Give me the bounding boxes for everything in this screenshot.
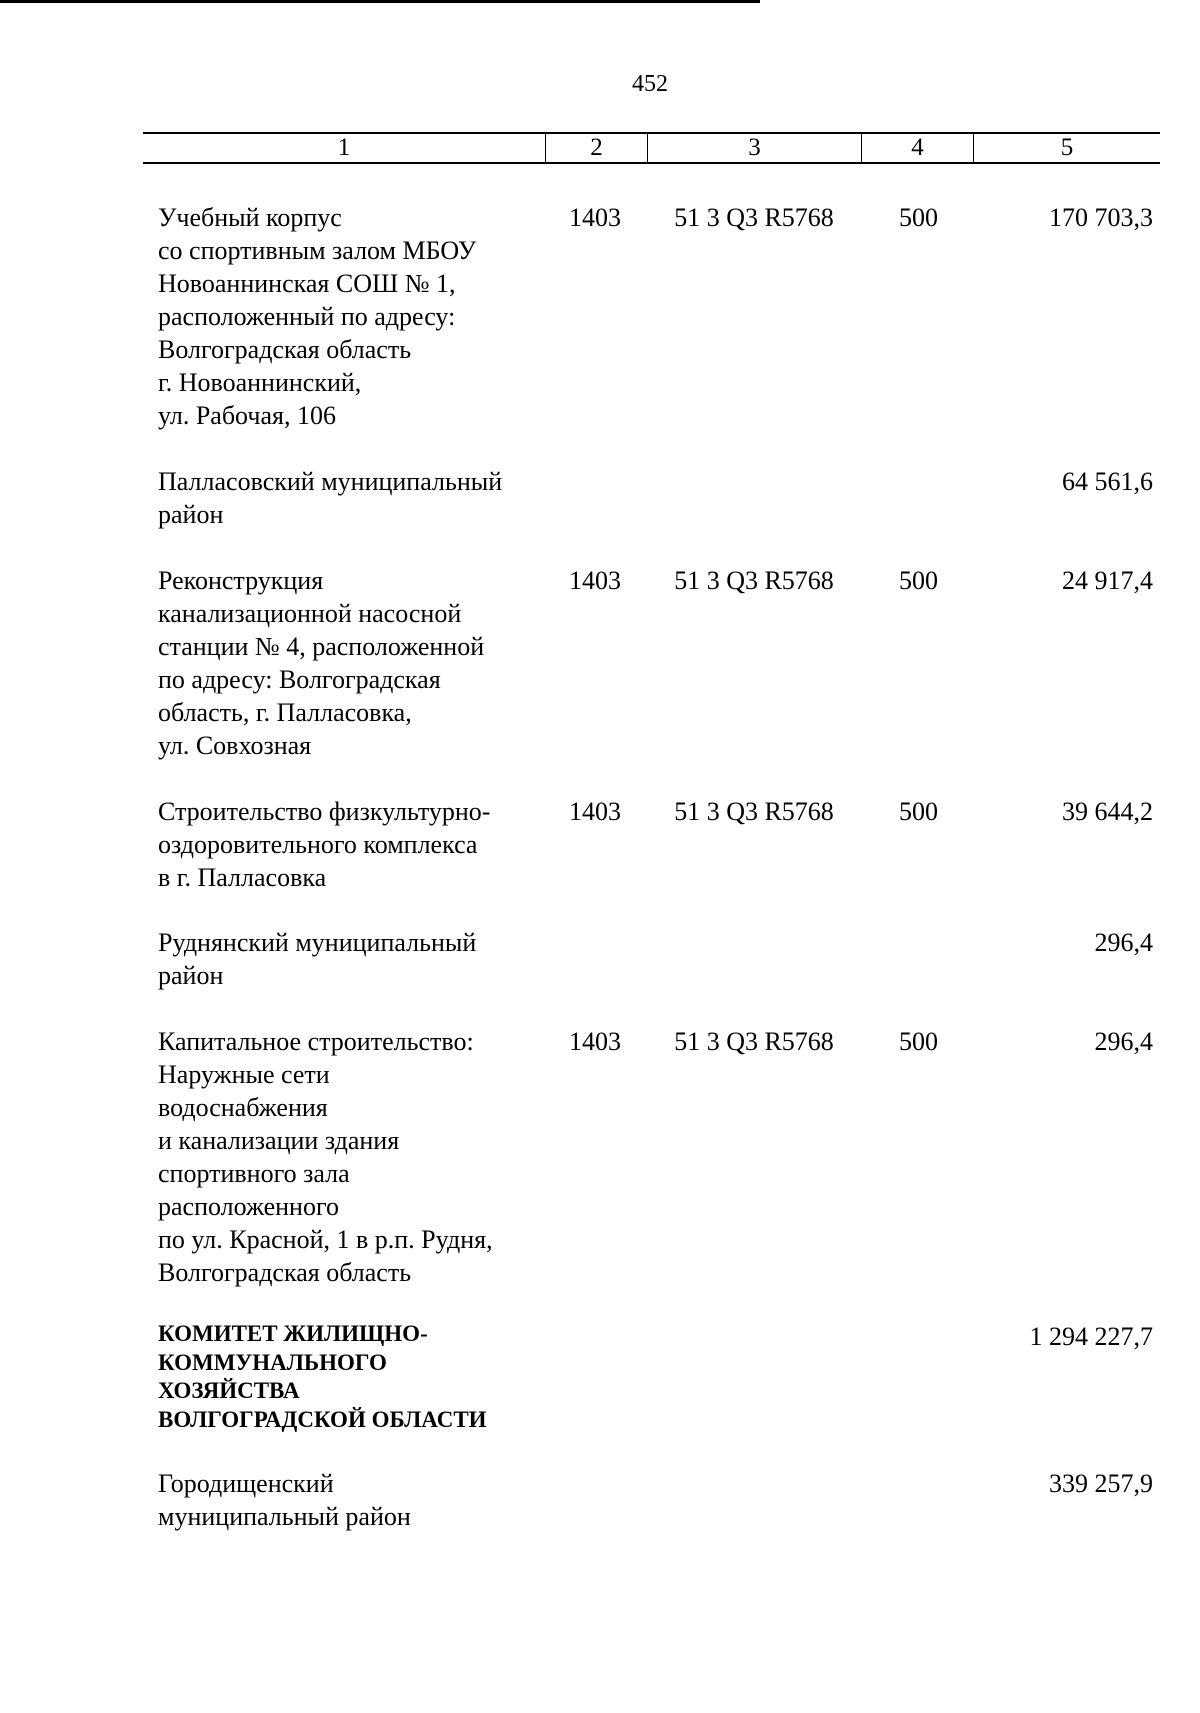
- row-target-code: 51 3 Q3 R5768: [674, 797, 834, 826]
- scan-edge-line: [0, 0, 760, 3]
- row-name-line: район: [158, 500, 224, 529]
- row-expense-type: 500: [899, 1027, 938, 1056]
- row-name: [158, 795, 548, 894]
- row-expense-type: 500: [899, 566, 938, 595]
- row-section-code: 1403: [569, 1027, 621, 1056]
- row-name-line: Учебный корпус: [158, 203, 342, 232]
- page-number: 452: [632, 71, 668, 97]
- row-name-line: Наружные сети: [158, 1060, 330, 1089]
- row-name-line: КОММУНАЛЬНОГО: [158, 1349, 387, 1375]
- row-amount: 24 917,4: [1062, 566, 1153, 595]
- row-name-line: г. Новоаннинский,: [158, 368, 362, 397]
- row-name-line: Реконструкция: [158, 566, 324, 595]
- row-name-line: муниципальный район: [158, 1502, 411, 1531]
- header-col-4: 4: [911, 134, 924, 161]
- row-name-line: по адресу: Волгоградская: [158, 665, 441, 694]
- row-target-code: 51 3 Q3 R5768: [674, 1027, 834, 1056]
- row-name: [158, 926, 548, 992]
- row-name-line: Капитальное строительство:: [158, 1027, 474, 1056]
- row-section-code: 1403: [569, 797, 621, 826]
- row-amount: 296,4: [1094, 928, 1153, 957]
- row-expense-type: 500: [899, 203, 938, 232]
- row-name-line: по ул. Красной, 1 в р.п. Рудня,: [158, 1225, 493, 1254]
- table-header: [143, 132, 1160, 164]
- row-name-line: Волгоградская область: [158, 335, 412, 364]
- row-name-line: в г. Палласовка: [158, 863, 327, 892]
- row-section-code: 1403: [569, 566, 621, 595]
- row-name-line: Новоаннинская СОШ № 1,: [158, 269, 456, 298]
- row-amount: 170 703,3: [1049, 203, 1153, 232]
- row-target-code: 51 3 Q3 R5768: [674, 566, 834, 595]
- row-name-line: канализационной насосной: [158, 599, 462, 628]
- row-target-code: 51 3 Q3 R5768: [674, 203, 834, 232]
- row-name-line: и канализации здания: [158, 1126, 400, 1155]
- row-name: [158, 1320, 548, 1434]
- row-name-line: расположенный по адресу:: [158, 302, 456, 331]
- row-name-line: водоснабжения: [158, 1093, 328, 1122]
- row-name-line: Строительство физкультурно-: [158, 797, 491, 826]
- row-name-line: ул. Совхозная: [158, 731, 312, 760]
- row-name-line: оздоровительного комплекса: [158, 830, 478, 859]
- row-name-line: со спортивным залом МБОУ: [158, 236, 477, 265]
- header-col-1: 1: [337, 134, 351, 161]
- row-name: [158, 1025, 548, 1289]
- row-name: [158, 201, 548, 432]
- row-name-line: станции № 4, расположенной: [158, 632, 485, 661]
- row-amount: 64 561,6: [1062, 467, 1153, 496]
- header-col-2: 2: [590, 134, 603, 161]
- row-name-line: Волгоградская область: [158, 1258, 412, 1287]
- row-name-line: район: [158, 961, 224, 990]
- row-name: [158, 465, 548, 531]
- row-name-line: Палласовский муниципальный: [158, 467, 503, 496]
- row-name-line: КОМИТЕТ ЖИЛИЩНО-: [158, 1321, 428, 1346]
- row-amount: 296,4: [1094, 1027, 1153, 1056]
- row-name: [158, 564, 548, 762]
- row-name-line: спортивного зала: [158, 1159, 350, 1188]
- row-expense-type: 500: [899, 797, 938, 826]
- header-col-3: 3: [748, 134, 761, 161]
- header-col-5: 5: [1060, 134, 1074, 161]
- row-amount: 339 257,9: [1049, 1469, 1153, 1498]
- row-name-line: область, г. Палласовка,: [158, 698, 412, 727]
- row-name: [158, 1467, 548, 1533]
- row-name-line: ХОЗЯЙСТВА: [158, 1378, 300, 1403]
- row-name-line: ВОЛГОГРАДСКОЙ ОБЛАСТИ: [158, 1406, 487, 1432]
- row-section-code: 1403: [569, 203, 621, 232]
- row-amount: 39 644,2: [1062, 797, 1153, 826]
- row-amount: 1 294 227,7: [1029, 1322, 1153, 1351]
- row-name-line: расположенного: [158, 1192, 339, 1221]
- row-name-line: Городищенский: [158, 1469, 334, 1498]
- row-name-line: ул. Рабочая, 106: [158, 401, 336, 430]
- row-name-line: Руднянский муниципальный: [158, 928, 477, 957]
